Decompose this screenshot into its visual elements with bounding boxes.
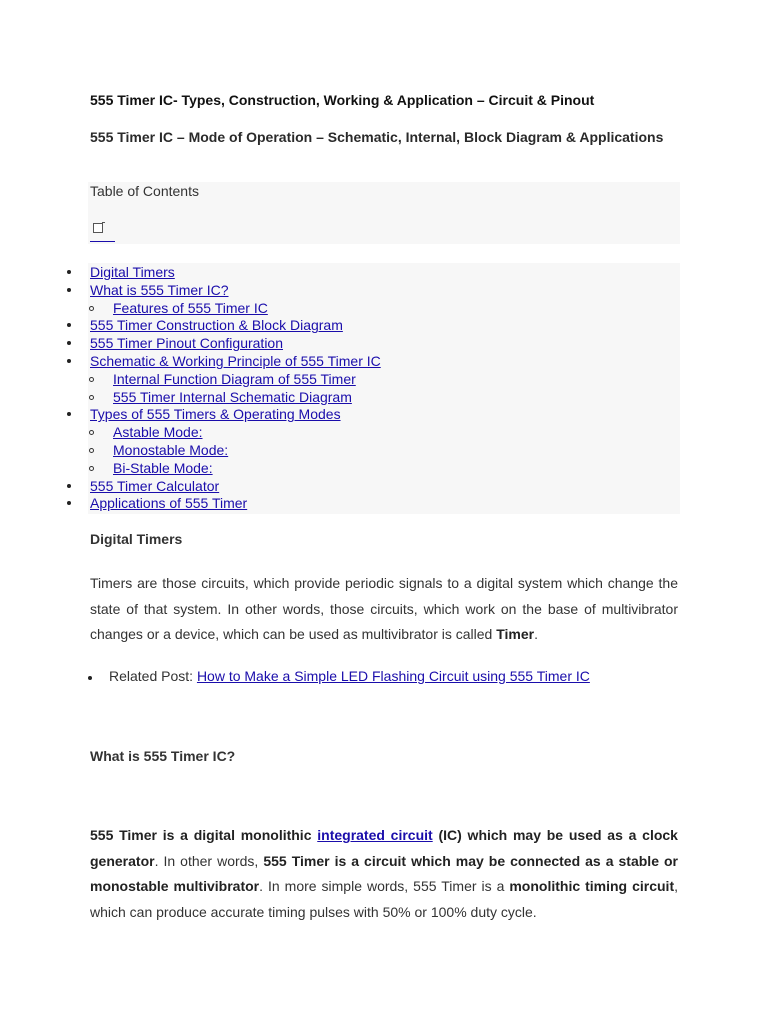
toc-item bbox=[113, 388, 352, 406]
sub-bullet-icon bbox=[89, 395, 94, 400]
bullet-icon bbox=[67, 359, 71, 363]
bullet-icon bbox=[67, 288, 71, 292]
sub-bullet-icon bbox=[89, 306, 94, 311]
toc-item bbox=[90, 334, 283, 352]
toc-toggle-button[interactable] bbox=[90, 217, 115, 242]
toc-item bbox=[113, 441, 228, 459]
bullet-icon bbox=[67, 323, 71, 327]
toc-link[interactable]: 555 Timer Construction & Block Diagram bbox=[90, 317, 343, 334]
toc-link[interactable]: Schematic & Working Principle of 555 Timer IC bbox=[90, 353, 381, 369]
toc-title: Table of Contents bbox=[90, 183, 199, 199]
toc-link[interactable]: Astable Mode: bbox=[113, 424, 203, 441]
section-heading-what-is-555: What is 555 Timer IC? bbox=[90, 748, 236, 764]
toc-link[interactable]: 555 Timer Internal Schematic Diagram bbox=[113, 388, 352, 405]
bullet-icon bbox=[67, 412, 71, 416]
toc-link[interactable]: 555 Timer Pinout Configuration bbox=[90, 335, 283, 352]
sub-bullet-icon bbox=[89, 448, 94, 453]
bullet-icon bbox=[67, 484, 71, 488]
toc-link[interactable]: What is 555 Timer IC? bbox=[90, 281, 229, 298]
toc-link[interactable]: Types of 555 Timers & Operating Modes bbox=[90, 406, 341, 423]
bold-term-timer: Timer bbox=[496, 626, 535, 642]
toc-item bbox=[90, 494, 247, 512]
toc-item bbox=[90, 477, 219, 495]
bullet-icon bbox=[67, 270, 71, 274]
paragraph-digital-timers: Timers are those circuits, which provide periodic signals to a digital system which change the state of that system. In other words, those circuits, which work on the base of multivibrator changes or a device, which can be used as multivibrator is called Timer. bbox=[90, 575, 678, 642]
toc-item bbox=[90, 316, 343, 334]
toc-item bbox=[113, 423, 203, 441]
toc-item bbox=[113, 370, 356, 388]
checkbox-icon bbox=[93, 223, 103, 233]
toc-item bbox=[113, 459, 213, 477]
toc-link[interactable]: 555 Timer Calculator bbox=[90, 477, 220, 494]
toc-link[interactable]: Features of 555 Timer IC bbox=[113, 299, 268, 316]
sub-bullet-icon bbox=[89, 466, 94, 471]
sub-bullet-icon bbox=[89, 377, 94, 382]
related-post: Related Post: How to Make a Simple LED Flashing Circuit using 555 Timer IC bbox=[109, 668, 590, 684]
toc-item bbox=[90, 405, 341, 423]
article-subtitle: 555 Timer IC – Mode of Operation – Schematic, Internal, Block Diagram & Applications bbox=[90, 129, 664, 145]
toc-item bbox=[90, 352, 381, 370]
bullet-icon bbox=[67, 501, 71, 505]
toc-item bbox=[113, 299, 268, 317]
related-post-link[interactable]: How to Make a Simple LED Flashing Circuit using 555 Timer IC bbox=[196, 668, 590, 684]
toc-link[interactable]: Monostable Mode: bbox=[113, 442, 229, 458]
toc-link[interactable]: Digital Timers bbox=[90, 264, 175, 280]
toc-link[interactable]: Applications of 555 Timer bbox=[90, 495, 248, 512]
toc-item bbox=[90, 263, 175, 281]
bullet-icon bbox=[88, 676, 92, 680]
bullet-icon bbox=[67, 341, 71, 345]
integrated-circuit-link[interactable]: integrated circuit bbox=[317, 827, 433, 843]
toc-link[interactable]: Bi-Stable Mode: bbox=[113, 459, 213, 476]
article-title: 555 Timer IC- Types, Construction, Working & Application – Circuit & Pinout bbox=[90, 92, 595, 108]
toc-item bbox=[90, 281, 229, 299]
paragraph-what-is-555: 555 Timer is a digital monolithic integrated circuit (IC) which may be used as a clock generator. In other words, 555 Timer is a circuit which may be connected as a stable or monostable multivibrator. In more simple words, 555 Timer is a monolithic timing circuit, which can produce accurate timing pulses with 50% or 100% duty cycle. bbox=[90, 827, 678, 920]
toc-link[interactable]: Internal Function Diagram of 555 Timer bbox=[113, 370, 356, 387]
section-heading-digital-timers: Digital Timers bbox=[90, 531, 183, 547]
